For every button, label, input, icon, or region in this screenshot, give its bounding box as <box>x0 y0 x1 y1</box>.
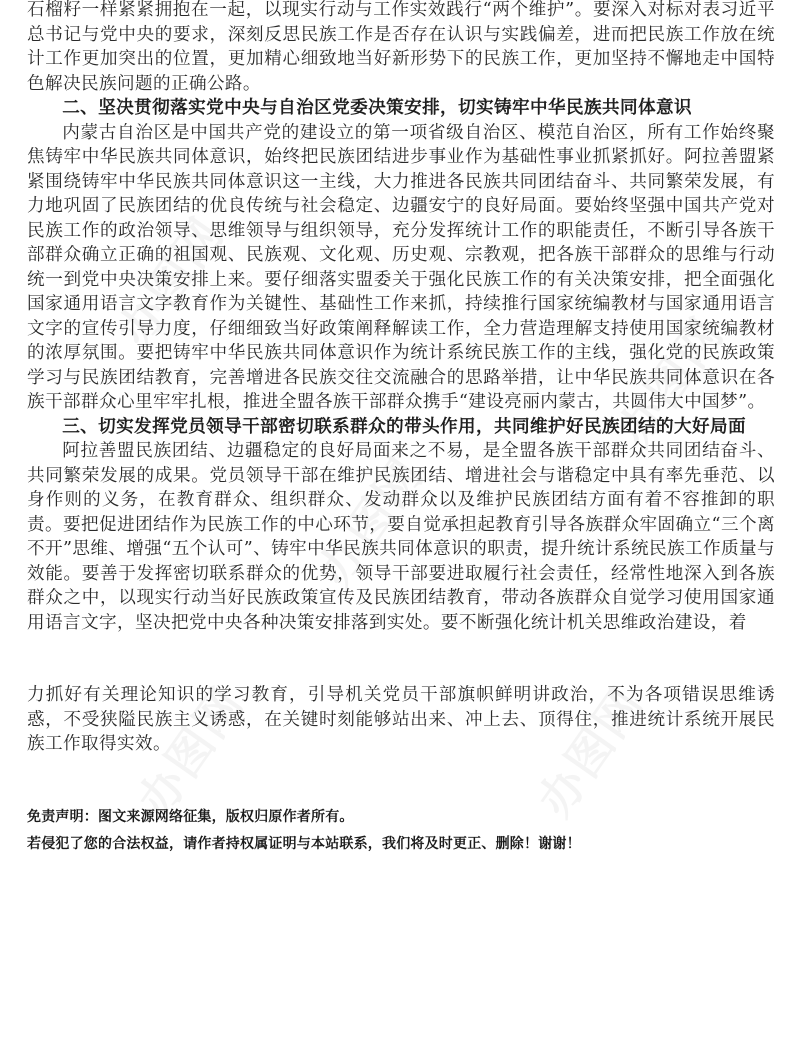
paragraph-section-2: 内蒙古自治区是中国共产党的建设立的第一项省级自治区、模范自治区，所有工作始终聚焦铸牢中华民族共同体意识，始终把民族团结进步事业作为基础性事业抓紧抓好。阿拉善盟紧紧围绕铸牢中华民族共同体意识这一主线，大力推进各民族共同团结奋斗、共同繁荣发展，有力地巩固了民族团结的优良传统与社会稳定、边疆安宁的良好局面。要始终坚强中国共产党对民族工作的政治领导、思维领导与组织领导，充分发挥统计工作的职能责任，不断引导各族干部群众确立正确的祖国观、民族观、文化观、历史观、宗教观，把各族干部群众的思维与行动统一到党中央决策安排上来。要仔细落实盟委关于强化民族工作的有关决策安排，把全面强化国家通用语言文字教育作为关键性、基础性工作来抓，持续推行国家统编教材与国家通用语言文字的宣传引导力度，仔细细致当好政策阐释解读工作，全力营造理解支持使用国家统编教材的浓厚氛围。要把铸牢中华民族共同体意识作为统计系统民族工作的主线，强化党的民族政策学习与民族团结教育，完善增进各民族交往交流融合的思路举措，让中华民族共同体意识在各族干部群众心里牢牢扎根，推进全盟各族干部群众携手“建设亮丽内蒙古，共圆伟大中国梦”。 <box>27 122 775 412</box>
disclaimer-line-1: 免责声明：图文来源网络征集，版权归原作者所有。 <box>27 809 354 825</box>
section-heading-2: 二、坚决贯彻落实党中央与自治区党委决策安排，切实铸牢中华民族共同体意识 <box>62 97 692 118</box>
document-page-2 <box>27 683 775 757</box>
paragraph-section-3: 阿拉善盟民族团结、边疆稳定的良好局面来之不易，是全盟各族干部群众共同团结奋斗、共同繁荣发展的成果。党员领导干部在维护民族团结、增进社会与谐稳定中具有率先垂范、以身作则的义务，在教育群众、组织群众、发动群众以及维护民族团结方面有着不容推卸的职责。要把促进团结作为民族工作的中心环节，要自觉承担起教育引导各族群众牢固确立“三个离不开”思维、增强“五个认可”、铸牢中华民族共同体意识的职责，提升统计系统民族工作质量与效能。要善于发挥密切联系群众的优势，领导干部要进取履行社会责任，经常性地深入到各族群众之中，以现实行动当好民族政策宣传及民族团结教育，带动各族群众自觉学习使用国家通用语言文字，坚决把党中央各种决策安排落到实处。要不断强化统计机关思维政治建设，着 <box>27 441 775 633</box>
disclaimer <box>27 804 787 858</box>
paragraph-continuation: 石榴籽一样紧紧拥抱在一起，以现实行动与工作实效践行“两个维护”。要深入对标对表习近平总书记与党中央的要求，深刻反思民族工作是否存在认识与实践偏差，进而把民族工作放在统计工作更加突出的位置，更加精心细致地当好新形势下的民族工作，更加坚持不懈地走中国特色解决民族问题的正确公路。 <box>27 0 775 94</box>
paragraph-section-3-continuation: 力抓好有关理论知识的学习教育，引导机关党员干部旗帜鲜明讲政治，不为各项错误思维诱惑，不受狭隘民族主义诱惑，在关键时刻能够站出来、冲上去、顶得住，推进统计系统开展民族工作取得实效。 <box>27 685 775 754</box>
disclaimer-line-2: 若侵犯了您的合法权益，请作者持权属证明与本站联系，我们将及时更正、删除！谢谢！ <box>27 836 581 852</box>
section-heading-3: 三、切实发挥党员领导干部密切联系群众的带头作用，共同维护好民族团结的大好局面 <box>62 415 746 437</box>
document-page-1 <box>27 0 775 635</box>
